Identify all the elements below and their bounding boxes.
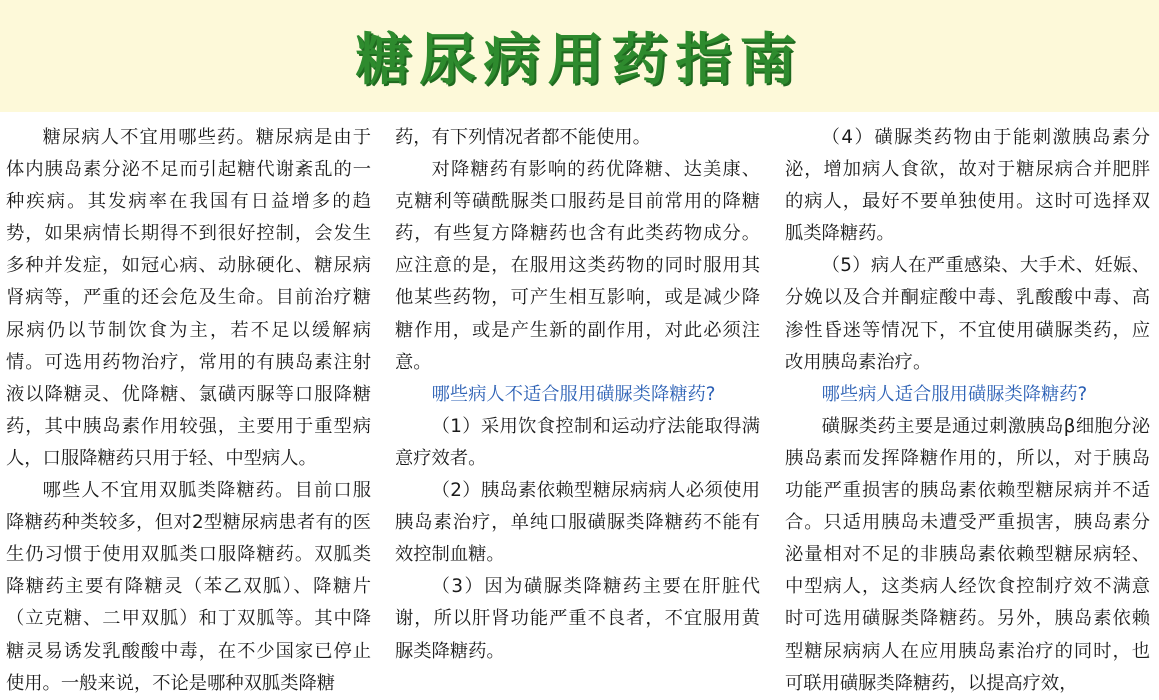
paragraph: （1）采用饮食控制和运动疗法能取得满意疗效者。 — [395, 415, 760, 469]
paragraph: （5）病人在严重感染、大手术、妊娠、分娩以及合并酮症酸中毒、乳酸酸中毒、高渗性昏迷等情况下，不宜使用磺脲类药，应改用胰岛素治疗。 — [785, 255, 1150, 373]
paragraph: 药，有下列情况者都不能使用。 — [395, 127, 651, 148]
section-heading: 哪些病人不适合服用磺脲类降糖药? — [431, 383, 716, 405]
paragraph: 糖尿病人不宜用哪些药。糖尿病是由于体内胰岛素分泌不足而引起糖代谢紊乱的一种疾病。其发病率在我国有日益增多的趋势，如果病情长期得不到很好控制，会发生多种并发症，如冠心病、动脉硬化、糖尿病肾病等，严重的还会危及生命。目前治疗糖尿病仍以节制饮食为主，若不足以缓解病情。可选用药物治疗，常用的有胰岛素注射液以降糖灵、优降糖、氯磺丙脲等口服降糖药，其中胰岛素作用较强，主要用于重型病人，口服降糖药只用于轻、中型病人。 — [6, 127, 371, 469]
column-2 — [395, 122, 760, 668]
paragraph: （3）因为磺脲类降糖药主要在肝脏代谢，所以肝肾功能严重不良者，不宜服用黄脲类降糖药。 — [395, 576, 760, 662]
paragraph: 磺脲类药主要是通过刺激胰岛β细胞分泌胰岛素而发挥降糖作用的，所以，对于胰岛功能严重损害的胰岛素依赖型糖尿病并不适合。只适用胰岛未遭受严重损害，胰岛素分泌量相对不足的非胰岛素依赖型糖尿病轻、中型病人，这类病人经饮食控制疗效不满意时可选用磺脲类降糖药。另外，胰岛素依赖型糖尿病病人在应用胰岛素治疗的同时，也可联用磺脲类降糖药，以提高疗效， — [785, 415, 1150, 694]
paragraph: （2）胰岛素依赖型糖尿病病人必须使用胰岛素治疗，单纯口服磺脲类降糖药不能有效控制血糖。 — [395, 480, 760, 566]
section-heading: 哪些病人适合服用磺脲类降糖药? — [821, 383, 1088, 405]
column-3 — [785, 122, 1150, 700]
page-title: 糖尿病用药指南 — [355, 28, 804, 93]
column-1 — [6, 122, 371, 700]
title-banner — [0, 0, 1159, 112]
paragraph: 对降糖药有影响的药优降糖、达美康、克糖利等磺酰脲类口服药是目前常用的降糖药，有些复方降糖药也含有此类药物成分。应注意的是，在服用这类药物的同时服用其他某些药物，可产生相互影响，或是减少降糖作用，或是产生新的副作用，对此必须注意。 — [395, 159, 760, 373]
paragraph: （4）磺脲类药物由于能刺激胰岛素分泌，增加病人食欲，故对于糖尿病合并肥胖的病人，最好不要单独使用。这时可选择双胍类降糖药。 — [785, 127, 1150, 245]
paragraph: 哪些人不宜用双胍类降糖药。目前口服降糖药种类较多，但对2型糖尿病患者有的医生仍习惯于使用双胍类口服降糖药。双胍类降糖药主要有降糖灵（苯乙双胍）、降糖片（立克糖、二甲双胍）和丁双胍等。其中降糖灵易诱发乳酸酸中毒，在不少国家已停止使用。一般来说，不论是哪种双胍类降糖 — [6, 480, 371, 694]
